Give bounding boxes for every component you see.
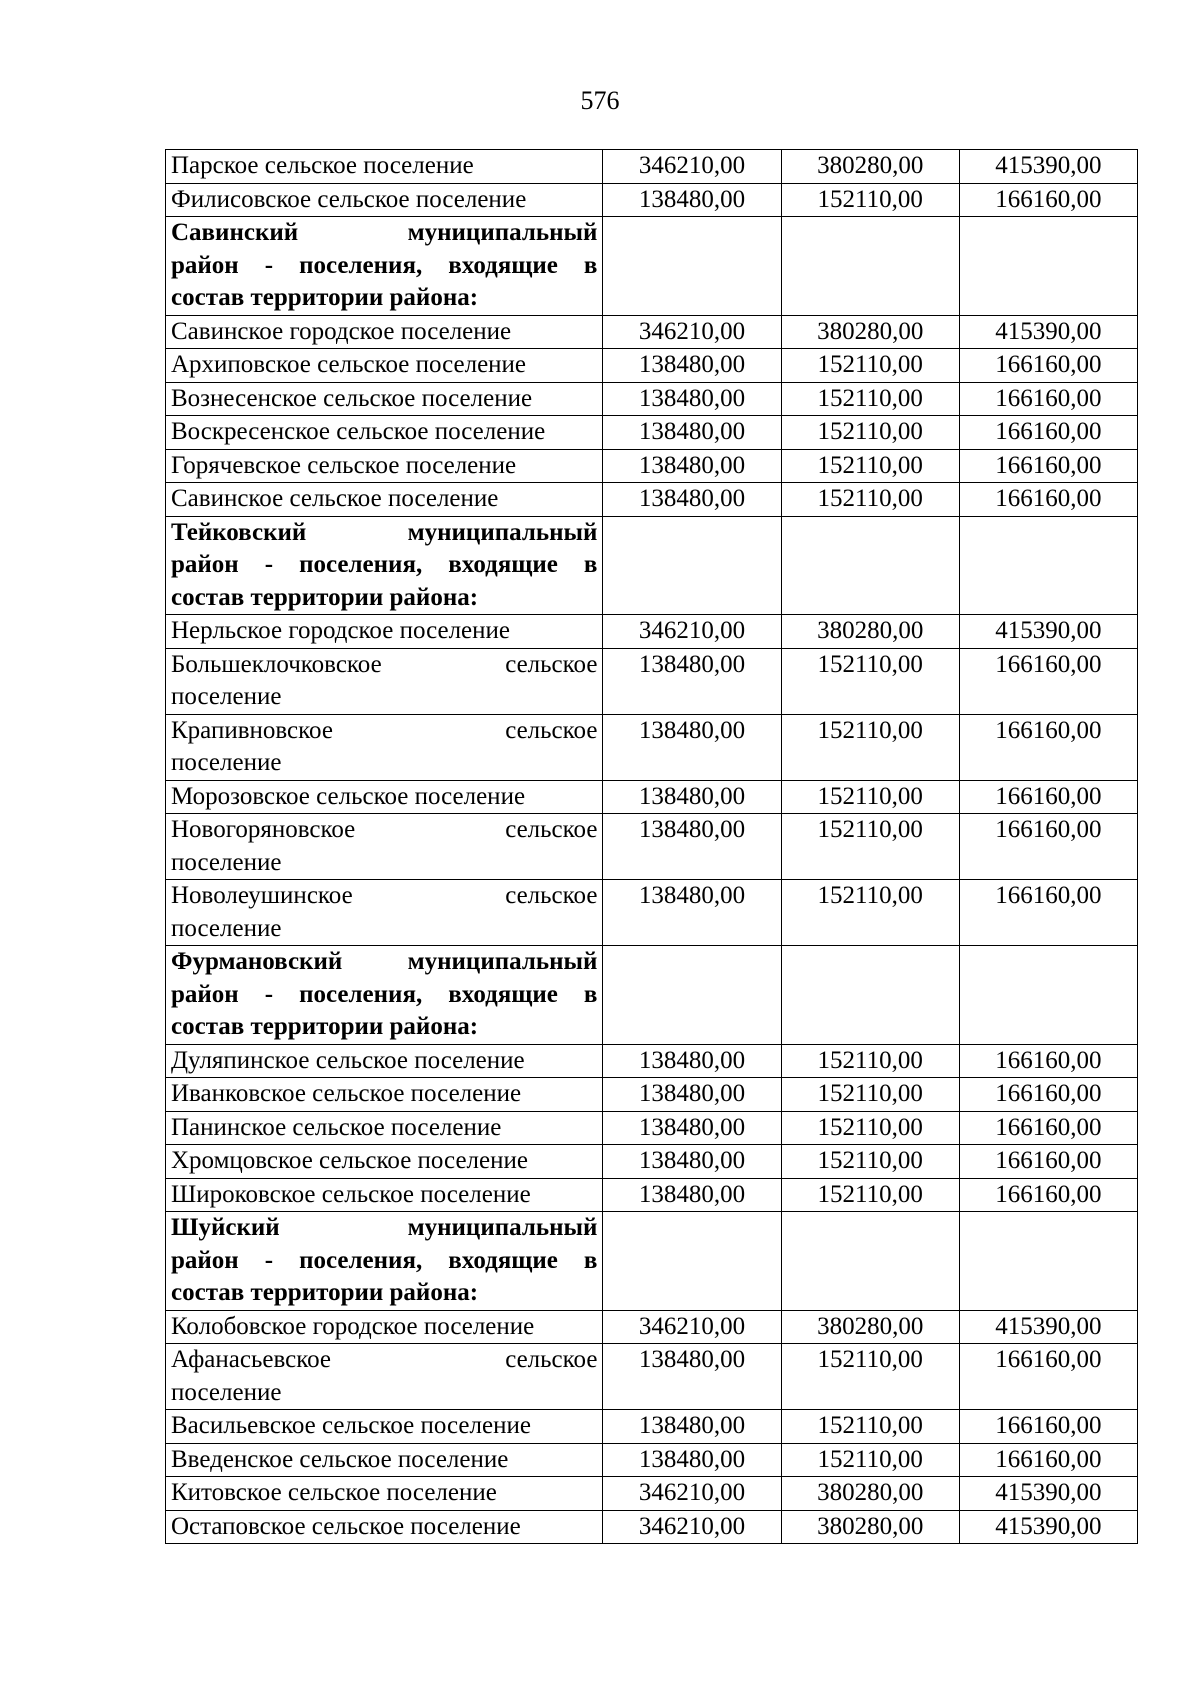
empty-value-cell xyxy=(959,217,1137,316)
settlement-name-cell xyxy=(166,1443,603,1477)
amount-cell-3: 166160,00 xyxy=(959,1044,1137,1078)
amount-cell-1: 346210,00 xyxy=(603,615,781,649)
settlement-kind: сельское xyxy=(505,650,598,678)
amount-cell-3: 166160,00 xyxy=(959,349,1137,383)
amount-cell-1: 346210,00 xyxy=(603,150,781,184)
settlement-row xyxy=(166,449,1138,483)
settlement-name-line xyxy=(171,814,597,847)
amount-cell-3: 415390,00 xyxy=(959,615,1137,649)
settlement-name-line xyxy=(171,880,597,913)
settlement-row xyxy=(166,150,1138,184)
district-name: Фурмановский xyxy=(171,948,343,975)
amount-cell-1: 138480,00 xyxy=(603,382,781,416)
amount-cell-3: 415390,00 xyxy=(959,1310,1137,1344)
settlement-name: Афанасьевское xyxy=(171,1346,331,1373)
settlement-row xyxy=(166,1078,1138,1112)
settlement-name: Иванковское сельское поселение xyxy=(171,1080,522,1107)
settlement-kind: сельское xyxy=(505,1346,598,1373)
amount-cell-1: 138480,00 xyxy=(603,714,781,780)
settlement-name-cell xyxy=(166,449,603,483)
district-name-cell xyxy=(166,516,603,615)
empty-value-cell xyxy=(959,946,1137,1045)
district-subtitle-line: состав территории района: xyxy=(171,583,479,611)
amount-cell-1: 138480,00 xyxy=(603,483,781,517)
amount-cell-2: 152110,00 xyxy=(781,1111,959,1145)
amount-cell-3: 166160,00 xyxy=(959,1178,1137,1212)
settlement-row xyxy=(166,1145,1138,1179)
amount-cell-3: 166160,00 xyxy=(959,1111,1137,1145)
amount-cell-2: 152110,00 xyxy=(781,880,959,946)
amount-cell-2: 152110,00 xyxy=(781,1178,959,1212)
settlement-row xyxy=(166,315,1138,349)
page-number: 576 xyxy=(580,86,620,115)
settlement-name-cell xyxy=(166,814,603,880)
district-name-cell xyxy=(166,1212,603,1311)
settlement-name: Дуляпинское сельское поселение xyxy=(171,1046,525,1074)
empty-value-cell xyxy=(603,946,781,1045)
amount-cell-3: 166160,00 xyxy=(959,880,1137,946)
amount-cell-2: 152110,00 xyxy=(781,714,959,780)
amount-cell-3: 415390,00 xyxy=(959,1510,1137,1544)
settlement-name-cell xyxy=(166,1078,603,1112)
empty-value-cell xyxy=(781,217,959,316)
settlement-name-continuation: поселение xyxy=(171,848,282,876)
settlement-row xyxy=(166,780,1138,814)
amount-cell-3: 166160,00 xyxy=(959,183,1137,217)
district-header-row xyxy=(166,217,1138,316)
settlement-name: Савинское сельское поселение xyxy=(171,485,499,512)
settlement-name: Вознесенское сельское поселение xyxy=(171,384,533,412)
settlement-row xyxy=(166,648,1138,714)
settlement-name: Архиповское сельское поселение xyxy=(171,351,527,378)
settlement-name-continuation: поселение xyxy=(171,1378,282,1406)
district-header-row xyxy=(166,1212,1138,1311)
settlement-name-cell xyxy=(166,1510,603,1544)
settlement-name-continuation: поселение xyxy=(171,683,282,710)
amount-cell-1: 346210,00 xyxy=(603,1477,781,1511)
district-type: муниципальный xyxy=(407,219,598,246)
settlement-row xyxy=(166,1178,1138,1212)
amount-cell-2: 152110,00 xyxy=(781,1410,959,1444)
amount-cell-1: 138480,00 xyxy=(603,1044,781,1078)
district-name: Савинский xyxy=(171,219,299,246)
settlement-name: Морозовское сельское поселение xyxy=(171,782,526,810)
amount-cell-3: 415390,00 xyxy=(959,315,1137,349)
settlement-row xyxy=(166,416,1138,450)
amount-cell-2: 152110,00 xyxy=(781,648,959,714)
settlement-name: Горячевское сельское поселение xyxy=(171,451,517,479)
amount-cell-2: 152110,00 xyxy=(781,382,959,416)
amount-cell-1: 138480,00 xyxy=(603,349,781,383)
amount-cell-2: 152110,00 xyxy=(781,1344,959,1410)
amount-cell-3: 166160,00 xyxy=(959,648,1137,714)
amount-cell-2: 152110,00 xyxy=(781,349,959,383)
settlement-name-cell xyxy=(166,416,603,450)
budget-table xyxy=(165,149,1138,1544)
settlement-row xyxy=(166,1344,1138,1410)
amount-cell-2: 152110,00 xyxy=(781,483,959,517)
amount-cell-2: 380280,00 xyxy=(781,1477,959,1511)
settlement-row xyxy=(166,880,1138,946)
settlement-name-cell xyxy=(166,382,603,416)
district-header-row xyxy=(166,516,1138,615)
amount-cell-1: 138480,00 xyxy=(603,814,781,880)
settlement-name-continuation: поселение xyxy=(171,749,282,776)
settlement-row xyxy=(166,1510,1138,1544)
amount-cell-2: 152110,00 xyxy=(781,1145,959,1179)
settlement-name: Широковское сельское поселение xyxy=(171,1180,531,1208)
amount-cell-3: 166160,00 xyxy=(959,1344,1137,1410)
settlement-name-cell xyxy=(166,1477,603,1511)
district-name-cell xyxy=(166,946,603,1045)
empty-value-cell xyxy=(603,1212,781,1311)
empty-value-cell xyxy=(603,516,781,615)
settlement-row xyxy=(166,183,1138,217)
settlement-name: Введенское сельское поселение xyxy=(171,1445,509,1473)
settlement-name-cell xyxy=(166,1111,603,1145)
district-header-row xyxy=(166,946,1138,1045)
settlement-row xyxy=(166,1443,1138,1477)
settlement-row xyxy=(166,714,1138,780)
settlement-name: Воскресенское сельское поселение xyxy=(171,418,546,445)
settlement-row xyxy=(166,814,1138,880)
settlement-name: Большеклочковское xyxy=(171,650,382,678)
settlement-kind: сельское xyxy=(505,816,598,843)
settlement-name: Савинское городское поселение xyxy=(171,317,512,345)
settlement-name-continuation: поселение xyxy=(171,914,282,942)
empty-value-cell xyxy=(603,217,781,316)
settlement-row xyxy=(166,1477,1138,1511)
settlement-name-cell xyxy=(166,1344,603,1410)
amount-cell-1: 138480,00 xyxy=(603,1111,781,1145)
amount-cell-3: 415390,00 xyxy=(959,1477,1137,1511)
settlement-name-cell xyxy=(166,349,603,383)
settlement-name: Парское сельское поселение xyxy=(171,152,474,179)
amount-cell-1: 138480,00 xyxy=(603,1178,781,1212)
district-subtitle-line: район - поселения, входящие в xyxy=(171,251,598,279)
settlement-name-cell xyxy=(166,1178,603,1212)
amount-cell-3: 166160,00 xyxy=(959,1410,1137,1444)
amount-cell-1: 138480,00 xyxy=(603,1145,781,1179)
amount-cell-2: 380280,00 xyxy=(781,1510,959,1544)
district-subtitle-line: состав территории района: xyxy=(171,1013,479,1040)
settlement-name: Васильевское сельское поселение xyxy=(171,1412,531,1439)
settlement-name-line xyxy=(171,1344,597,1377)
district-name-line xyxy=(171,1212,597,1245)
settlement-name: Остаповское сельское поселение xyxy=(171,1512,521,1540)
settlement-row xyxy=(166,1310,1138,1344)
amount-cell-1: 138480,00 xyxy=(603,416,781,450)
empty-value-cell xyxy=(959,516,1137,615)
settlement-row xyxy=(166,382,1138,416)
settlement-name-cell xyxy=(166,1044,603,1078)
amount-cell-3: 166160,00 xyxy=(959,416,1137,450)
amount-cell-3: 166160,00 xyxy=(959,1078,1137,1112)
amount-cell-1: 138480,00 xyxy=(603,1443,781,1477)
settlement-name-line xyxy=(171,715,597,748)
settlement-name-cell xyxy=(166,714,603,780)
amount-cell-1: 138480,00 xyxy=(603,1410,781,1444)
district-name: Тейковский xyxy=(171,518,307,546)
amount-cell-1: 346210,00 xyxy=(603,1310,781,1344)
amount-cell-1: 138480,00 xyxy=(603,449,781,483)
district-name: Шуйский xyxy=(171,1214,280,1241)
district-name-line xyxy=(171,217,597,250)
settlement-name-cell xyxy=(166,1310,603,1344)
amount-cell-2: 152110,00 xyxy=(781,183,959,217)
settlement-name-cell xyxy=(166,648,603,714)
district-subtitle-line: район - поселения, входящие в xyxy=(171,980,598,1008)
amount-cell-1: 138480,00 xyxy=(603,1078,781,1112)
empty-value-cell xyxy=(781,1212,959,1311)
settlement-name: Нерльское городское поселение xyxy=(171,617,511,644)
district-name-cell xyxy=(166,217,603,316)
empty-value-cell xyxy=(781,516,959,615)
settlement-row xyxy=(166,1111,1138,1145)
settlement-name: Новогоряновское xyxy=(171,816,356,843)
amount-cell-3: 166160,00 xyxy=(959,382,1137,416)
district-subtitle-line: район - поселения, входящие в xyxy=(171,1246,598,1274)
district-subtitle-line: район - поселения, входящие в xyxy=(171,551,598,578)
settlement-name-cell xyxy=(166,150,603,184)
settlement-name-cell xyxy=(166,780,603,814)
amount-cell-1: 138480,00 xyxy=(603,880,781,946)
amount-cell-2: 380280,00 xyxy=(781,1310,959,1344)
settlement-kind: сельское xyxy=(505,716,598,744)
settlement-name: Панинское сельское поселение xyxy=(171,1113,502,1141)
district-type: муниципальный xyxy=(407,948,598,975)
settlement-name: Крапивновское xyxy=(171,716,333,744)
amount-cell-1: 138480,00 xyxy=(603,1344,781,1410)
amount-cell-2: 152110,00 xyxy=(781,814,959,880)
amount-cell-3: 166160,00 xyxy=(959,1443,1137,1477)
settlement-name: Колобовское городское поселение xyxy=(171,1312,535,1340)
empty-value-cell xyxy=(959,1212,1137,1311)
settlement-name: Филисовское сельское поселение xyxy=(171,185,527,213)
amount-cell-2: 152110,00 xyxy=(781,1044,959,1078)
settlement-name: Китовское сельское поселение xyxy=(171,1479,497,1506)
amount-cell-3: 166160,00 xyxy=(959,1145,1137,1179)
settlement-name-cell xyxy=(166,315,603,349)
district-type: муниципальный xyxy=(407,1214,598,1241)
amount-cell-1: 138480,00 xyxy=(603,648,781,714)
empty-value-cell xyxy=(781,946,959,1045)
amount-cell-2: 380280,00 xyxy=(781,315,959,349)
district-name-line xyxy=(171,517,597,550)
amount-cell-2: 152110,00 xyxy=(781,416,959,450)
district-subtitle-line: состав территории района: xyxy=(171,284,479,311)
settlement-row xyxy=(166,1410,1138,1444)
amount-cell-3: 166160,00 xyxy=(959,714,1137,780)
amount-cell-3: 415390,00 xyxy=(959,150,1137,184)
district-subtitle-line: состав территории района: xyxy=(171,1279,479,1306)
amount-cell-2: 152110,00 xyxy=(781,1443,959,1477)
table-body xyxy=(166,150,1138,1544)
settlement-row xyxy=(166,349,1138,383)
settlement-row xyxy=(166,615,1138,649)
settlement-row xyxy=(166,1044,1138,1078)
district-name-line xyxy=(171,946,597,979)
amount-cell-1: 346210,00 xyxy=(603,315,781,349)
amount-cell-3: 166160,00 xyxy=(959,483,1137,517)
amount-cell-1: 346210,00 xyxy=(603,1510,781,1544)
settlement-name-cell xyxy=(166,1410,603,1444)
amount-cell-3: 166160,00 xyxy=(959,814,1137,880)
settlement-name-cell xyxy=(166,1145,603,1179)
amount-cell-2: 380280,00 xyxy=(781,615,959,649)
district-type: муниципальный xyxy=(407,518,598,546)
amount-cell-3: 166160,00 xyxy=(959,449,1137,483)
amount-cell-2: 152110,00 xyxy=(781,780,959,814)
settlement-name-cell xyxy=(166,615,603,649)
settlement-name-cell xyxy=(166,880,603,946)
settlement-name-line xyxy=(171,649,597,682)
amount-cell-1: 138480,00 xyxy=(603,183,781,217)
settlement-name: Хромцовское сельское поселение xyxy=(171,1147,528,1174)
settlement-name: Новолеушинское xyxy=(171,882,353,909)
amount-cell-2: 380280,00 xyxy=(781,150,959,184)
amount-cell-2: 152110,00 xyxy=(781,449,959,483)
settlement-kind: сельское xyxy=(505,882,598,909)
amount-cell-2: 152110,00 xyxy=(781,1078,959,1112)
settlement-name-cell xyxy=(166,483,603,517)
amount-cell-1: 138480,00 xyxy=(603,780,781,814)
settlement-name-cell xyxy=(166,183,603,217)
settlement-row xyxy=(166,483,1138,517)
amount-cell-3: 166160,00 xyxy=(959,780,1137,814)
